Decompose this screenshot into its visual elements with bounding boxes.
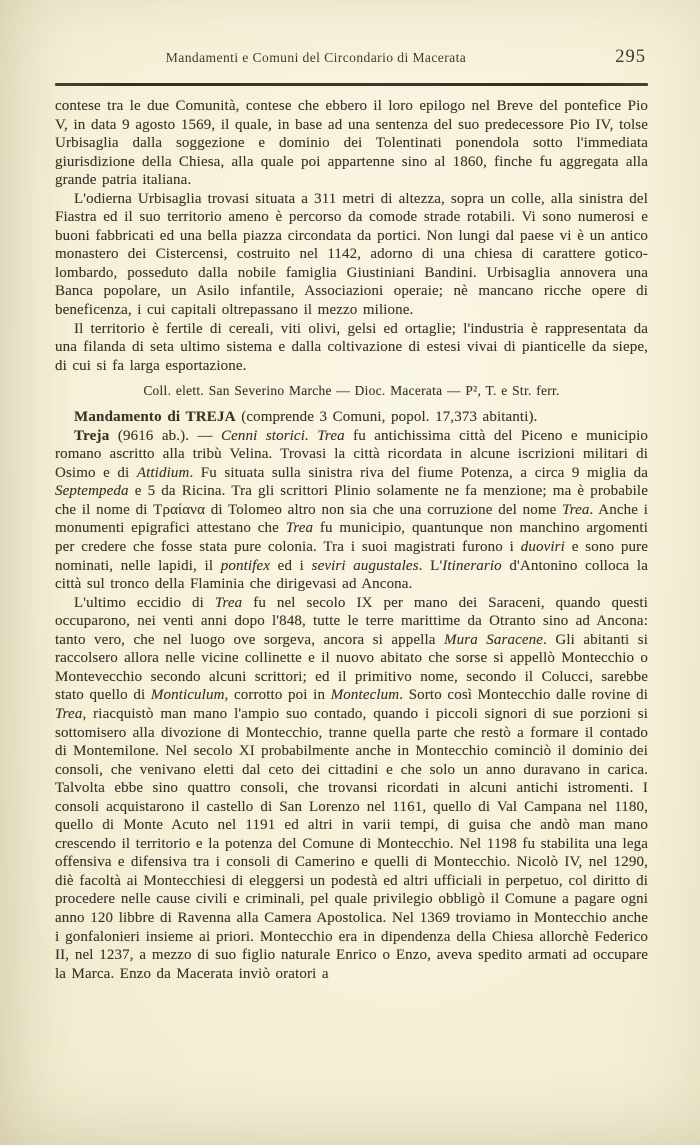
text-run: Treja	[74, 427, 110, 444]
text-run: Cenni storici.	[221, 427, 309, 444]
text-run: (9616 ab.). —	[109, 427, 221, 444]
text-run: , corrotto poi in	[224, 687, 331, 704]
para-urbisaglia-territorio	[55, 320, 648, 376]
text-run: . Fu situata sulla sinistra riva del fiume Potenza, a circa 9 miglia da	[189, 464, 649, 481]
text-run: Trea	[214, 594, 243, 611]
text-run: Septempeda	[55, 483, 129, 500]
text-run: contese tra le due Comunità, contese che ebbero il loro epilogo nel Breve del pontefice Pio V, in data 9 agosto 1569, il quale, in base ad una sentenza del suo predecessore Pio IV, tolse Urbisaglia dalla soggezione e dominio dei Tolentinati ponendola sotto l'immediata giurisdizione della Chiesa, alla quale poi appartenne sino al 1860, finche fu aggregata alla grande patria italiana.	[55, 98, 648, 189]
text-run: . Gli abitanti si raccolsero allora nelle vicine collinette e il nuovo abitato che sorse si appellò Montecchio o Montevecchio secondo alcuni scrittori; ed il primitivo nome, secondo il Colucci, sarebbe stato quello di	[55, 631, 649, 704]
page-body	[55, 97, 648, 983]
text-run: Trea	[285, 520, 314, 537]
text-run: Monticulum	[150, 687, 225, 704]
text-run: . Sorto così Montecchio dalle rovine di	[399, 687, 648, 704]
text-run: fu nel secolo IX per mano dei Saraceni, quando questi occuparono, nei venti anni dopo l'848, tutte le terre marittime da Otranto sino ad Ancona: tanto vero, che nel luogo ove sorgeva, ancora si appella	[55, 594, 648, 648]
text-run: L'ultimo eccidio di	[74, 594, 215, 611]
text-run: Mandamento di TREJA	[74, 409, 236, 426]
text-run: Trea	[55, 705, 83, 722]
page-title: Mandamenti e Comuni del Circondario di Macerata	[165, 50, 467, 65]
text-run: Il territorio è fertile di cereali, viti olivi, gelsi ed ortaglie; l'industria è rappresentata da una filanda di seta ultimo sistema e dalla coltivazione di estesi vivai di pianticelle da siepe, di cui si fa larga esportazione.	[55, 320, 648, 374]
text-run: , riacquistò man mano l'ampio suo contado, quando i piccoli signori di sue porzioni si sottomisero alla divozione di Montecchio, tranne quella parte che restò a formare il contado di Montemilone. Nel secolo XI probabilmente anche in Montecchio cominciò il dominio dei consoli, che venivano eletti dal ceto dei cittadini e che solo un anno duravano in carica. Talvolta ebbe sino quattro consoli, che trovansi ricordati in alcuni antichi istromenti. I consoli acquistarono il castello di San Lorenzo nel 1161, quello di Val Campana nel 1180, quello di Monte Acuto nel 1191 ed altri in varii tempi, di guisa che andò man mano crescendo il territorio e la potenza del Comune di Montecchio. Nel 1198 fu stabilita una lega offensiva e difensiva tra i consoli di Camerino e quelli di Montecchio. Nicolò IV, nel 1290, diè facoltà ai Montecchiesi di eleggersi un podestà ed altri ufficiali in perpetuo, col diritto di procedere nelle cause civili e criminali, pel quale privilegio obbligò il Comune a pagare ogni anno 120 libbre di Ravenna alla Camera Apostolica. Nel 1369 troviamo in Montecchio anche i gonfalonieri insieme ai priori. Montecchio era in dipendenza della Chiesa allorchè Federico II, nel 1237, a mezzo di suo figlio naturale Enrico o Enzo, aveva spedito armati ad occupare la Marca. Enzo da Macerata inviò oratori a	[55, 705, 648, 982]
text-run: fu antichissima città del Piceno e municipio romano ascritto alla tribù Velina. Trovasi la città ricordata in alcune iscrizioni militari di Osimo e di	[55, 427, 648, 481]
text-run: Mura Saracene	[444, 631, 544, 648]
text-run: ed i	[270, 557, 312, 574]
text-run: . Anche i monumenti epigrafici attestano che	[55, 501, 648, 537]
para-mandamento-treja	[55, 408, 648, 427]
para-treja-eccidio	[55, 594, 648, 983]
text-run: fu municipio, quantunque non manchino argomenti per credere che fosse stata pure colonia. Tra i suoi magistrati furono i	[55, 520, 649, 556]
text-run: L'odierna Urbisaglia trovasi situata a 311 metri di altezza, sopra un colle, alla sinistra del Fiastra ed il suo territorio ameno è percorso da comode strade rotabili. Vi sono numerosi e buoni fabbricati ed una bella piazza circondata da portici. Non lungi dal paese vi è un antico monastero dei Cistercensi, costruito nel 1142, adorno di una chiesa di carattere gotico-lombardo, posseduto dalla nobile famiglia Giustiniani Bandini. Urbisaglia annovera una Banca popolare, un Asilo infantile, Associazioni operaie; nè mancano ricche opere di beneficenza, i cui capitali oltrepassano il mezzo milione.	[55, 190, 648, 319]
text-run: seviri augustales	[311, 557, 419, 574]
text-run: Coll. elett. San Severino Marche — Dioc. Macerata — P², T. e Str. ferr.	[143, 383, 560, 399]
text-run: Monteclum	[330, 687, 400, 704]
text-run: Itinerario	[442, 557, 502, 574]
text-run: Attidium	[136, 464, 190, 481]
text-run: d'Antonino colloca la città sul tronco della Flaminia che dirigevasi ad Ancona.	[55, 557, 648, 593]
text-run: e 5 da Ricina. Tra gli scrittori Plinio solamente ne fa menzione; ma è probabile che il nome di Τραίανα di Tolomeo altro non sia che una corruzione del nome	[55, 483, 648, 518]
header-rule	[55, 83, 648, 86]
para-treja-cenni-storici	[55, 427, 648, 594]
text-run: Trea	[317, 427, 345, 444]
text-run: duoviri	[520, 539, 565, 556]
text-run: . L'	[418, 557, 443, 574]
line-coll-elett	[55, 382, 648, 399]
para-urbisaglia-odierna	[55, 190, 648, 320]
text-run: Trea	[562, 501, 590, 518]
para-urbisaglia-contese	[55, 97, 648, 190]
text-run: (comprende 3 Comuni, popol. 17,373 abitanti).	[235, 409, 538, 426]
text-run: pontifex	[220, 557, 271, 574]
running-header	[55, 47, 648, 72]
page-number: 295	[615, 47, 646, 67]
text-run: e sono pure nominati, nelle lapidi, il	[55, 539, 648, 574]
